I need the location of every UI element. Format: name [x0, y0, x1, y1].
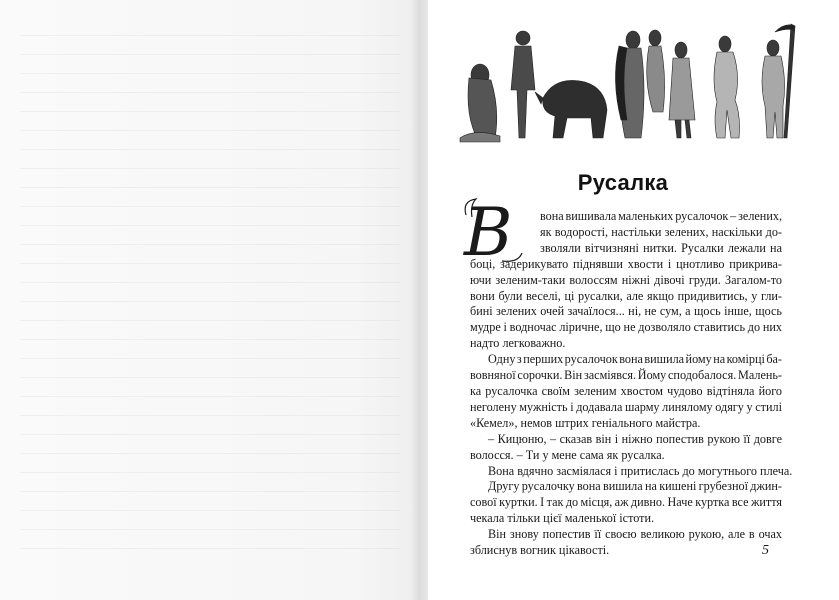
- chapter-body-text: [470, 209, 793, 559]
- header-illustration: [455, 20, 805, 145]
- text-line: надто легковажно.: [470, 336, 566, 351]
- show-through-texture: [20, 25, 400, 565]
- text-line: Він знову попестив її своєю великою рукою, але в очах: [488, 527, 782, 542]
- text-line: вона вишивала маленьких русалочок – зелених,: [540, 209, 782, 223]
- chapter-title: Русалка: [577, 170, 669, 195]
- text-line: мудре і водночас ліричне, що не дозволяло ставитись до них: [470, 320, 782, 335]
- text-line: боці, задерикувато піднявши хвости і цнотливо прикрива-: [470, 256, 782, 271]
- text-line: зблиснув вогник цікавості.: [470, 543, 610, 558]
- text-line: волосся. – Ти у мене сама як русалка.: [470, 447, 665, 462]
- text-line: ка русалочка своїм зеленим хвостом чудово відтіняла його: [470, 383, 782, 398]
- text-line: Вона вдячно засміялася і притислась до могутнього плеча.: [488, 463, 793, 478]
- text-line: сової куртки. І так до місця, аж дивно. Наче куртка все життя: [470, 495, 782, 510]
- text-line: ючи зеленим-таки волоссям ніжні дівочі груди. Загалом-то: [470, 272, 782, 287]
- text-line: неголену мужність і додавала шарму линялому одягу у стилі: [470, 399, 782, 414]
- text-line: вовняної сорочки. Він засміявся. Йому сподобалося. Малень-: [470, 368, 782, 383]
- text-line: – Кицюню, – сказав він і ніжно попестив рукою її довге: [488, 431, 782, 446]
- book-gutter: [412, 0, 428, 600]
- text-line: бині зелених очей зачаїлося... ні, не сум, а щось інше, щось: [470, 304, 782, 319]
- text-line: зволяли вітчизняні нитки. Русалки лежали на: [540, 240, 782, 255]
- text-line: чекала тільки цієї маленької істоти.: [470, 511, 655, 526]
- left-page-blank: [0, 0, 419, 600]
- text-line: як водорості, настільки зелених, наскільки до-: [540, 224, 782, 239]
- mythical-figures-illustration: [455, 20, 805, 145]
- text-line: «Кемел», немов штрих геніального майстра.: [470, 415, 701, 430]
- text-line: вони були веселі, ці русалки, але якщо придивитись, у гли-: [470, 288, 782, 303]
- drop-cap-letter: В: [464, 195, 513, 265]
- text-line: Одну з перших русалочок вона вишила йому на комірці ба-: [488, 352, 782, 367]
- text-line: Другу русалочку вона вишила на кишені грубезної джин-: [488, 479, 782, 494]
- page-number: 5: [762, 543, 769, 558]
